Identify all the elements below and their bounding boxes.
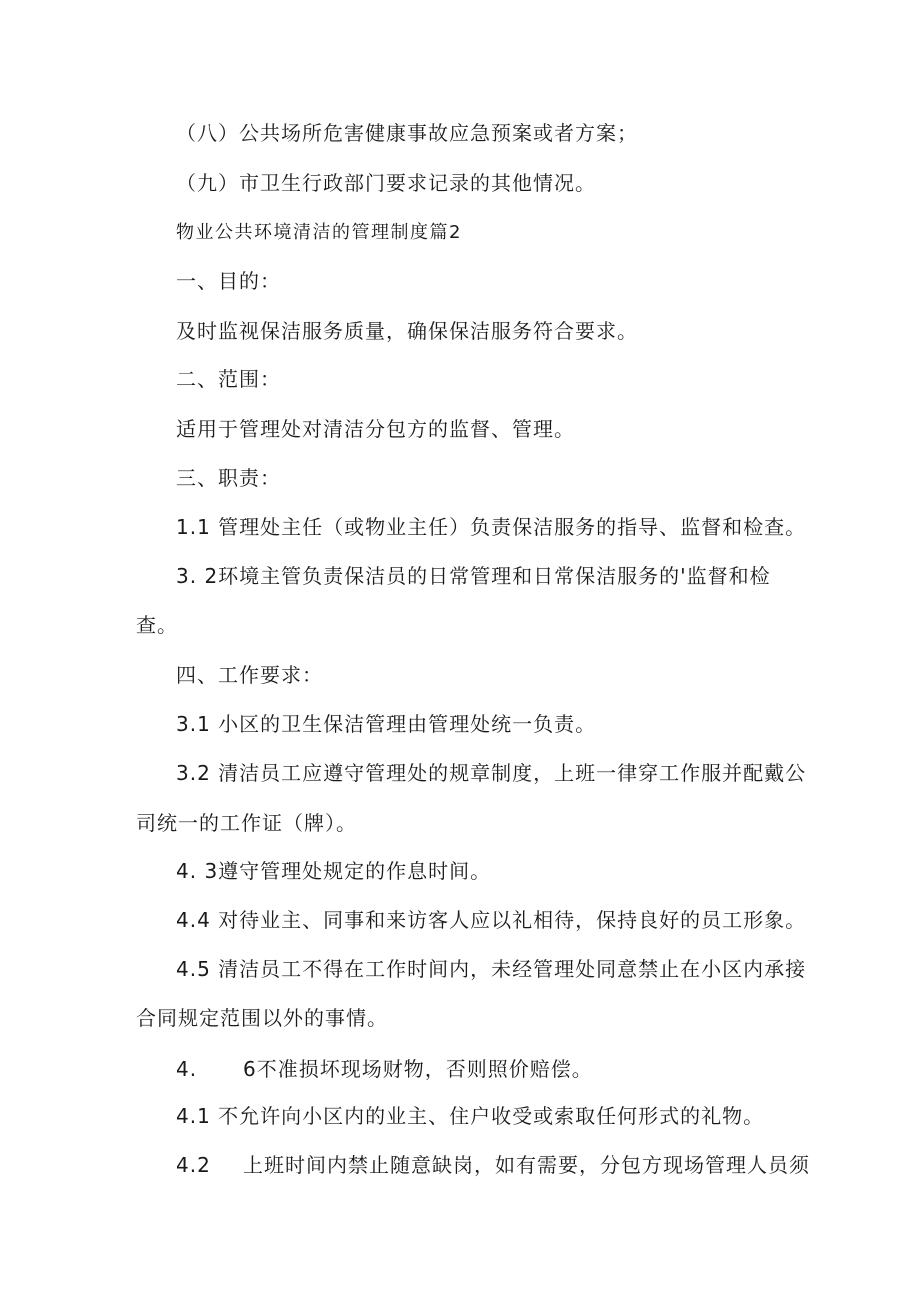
paragraph-line: （八）公共场所危害健康事故应急预案或者方案； [176, 121, 638, 145]
paragraph-line: 4.5 清洁员工不得在工作时间内，未经管理处同意禁止在小区内承接 [176, 957, 807, 981]
section-title: 物业公共环境清洁的管理制度篇2 [176, 222, 462, 243]
paragraph-line: （九）市卫生行政部门要求记录的其他情况。 [176, 171, 596, 195]
paragraph-line: 6不准损坏现场财物，否则照价赔偿。 [243, 1057, 593, 1081]
paragraph-line: 3. 2环境主管负责保洁员的日常管理和日常保洁服务的'监督和检 [176, 564, 771, 588]
paragraph-line: 3.2 清洁员工应遵守管理处的规章制度，上班一律穿工作服并配戴公 [176, 761, 807, 785]
heading-work-requirements: 四、工作要求： [176, 663, 323, 687]
paragraph-line: 4.1 不允许向小区内的业主、住户收受或索取任何形式的礼物。 [176, 1104, 765, 1128]
item-number: 4. [176, 1057, 198, 1081]
paragraph-line: 合同规定范围以外的事情。 [136, 1006, 388, 1030]
paragraph-line: 及时监视保洁服务质量，确保保洁服务符合要求。 [176, 319, 638, 343]
item-number: 4.2 [176, 1153, 211, 1177]
paragraph-line: 适用于管理处对清洁分包方的监督、管理。 [176, 417, 575, 441]
paragraph-line: 1.1 管理处主任（或物业主任）负责保洁服务的指导、监督和检查。 [176, 515, 807, 539]
paragraph-line: 司统一的工作证（牌）。 [136, 811, 357, 835]
paragraph-line: 3.1 小区的卫生保洁管理由管理处统一负责。 [176, 712, 597, 736]
heading-scope: 二、范围： [176, 367, 281, 391]
heading-objective: 一、目的： [176, 269, 281, 293]
paragraph-line: 4. 3遵守管理处规定的作息时间。 [176, 859, 492, 883]
paragraph-line: 上班时间内禁止随意缺岗，如有需要，分包方现场管理人员须 [243, 1153, 810, 1177]
heading-duties: 三、职责： [176, 466, 281, 490]
paragraph-line: 查。 [136, 613, 178, 637]
paragraph-line: 4.4 对待业主、同事和来访客人应以礼相待，保持良好的员工形象。 [176, 908, 807, 932]
